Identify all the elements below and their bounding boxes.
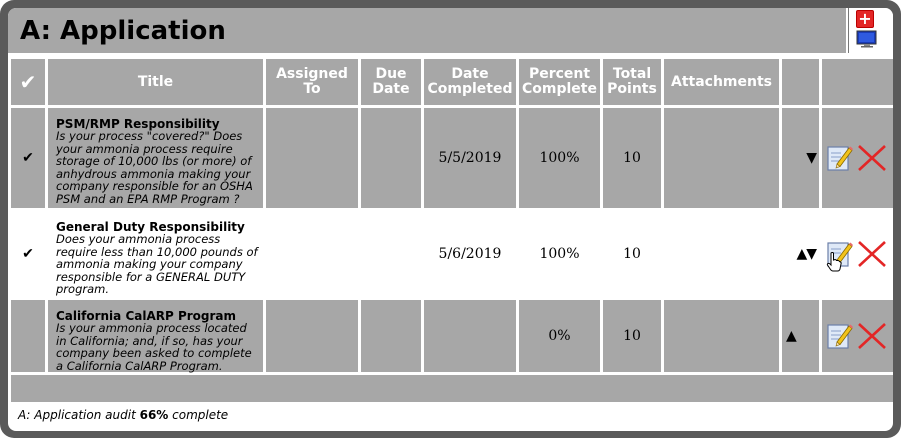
checkmark-cell bbox=[10, 299, 47, 374]
date-completed-cell: 5/6/2019 bbox=[423, 210, 518, 299]
table-row[interactable] bbox=[10, 299, 894, 374]
audit-summary-suffix: complete bbox=[168, 408, 229, 422]
assigned-to-cell bbox=[265, 299, 360, 374]
due-date-cell bbox=[360, 107, 423, 210]
audit-summary-prefix: A: Application audit bbox=[18, 408, 140, 422]
items-table bbox=[8, 56, 893, 405]
checkmark-icon: ✔ bbox=[10, 210, 47, 299]
spacer-cell bbox=[10, 374, 894, 404]
panel-title: A: Application bbox=[20, 16, 226, 46]
header-attachments[interactable]: Attachments bbox=[663, 58, 781, 107]
table-row[interactable] bbox=[10, 210, 894, 299]
row-actions bbox=[821, 210, 894, 299]
header-actions bbox=[821, 58, 894, 107]
row-actions bbox=[821, 107, 894, 210]
assigned-to-cell bbox=[265, 210, 360, 299]
delete-icon[interactable] bbox=[857, 322, 887, 350]
table-header-row bbox=[10, 58, 894, 107]
row-actions bbox=[821, 299, 894, 374]
edit-icon[interactable] bbox=[827, 144, 853, 172]
percent-complete-cell: 0% bbox=[518, 299, 602, 374]
percent-complete-cell: 100% bbox=[518, 210, 602, 299]
attachments-cell bbox=[663, 299, 781, 374]
checkmark-icon: ✔ bbox=[10, 107, 47, 210]
title-cell bbox=[47, 299, 265, 374]
header-due-date[interactable]: Due Date bbox=[360, 58, 423, 107]
hand-cursor-icon bbox=[826, 252, 842, 272]
item-description: Is your ammonia process located in California; and, if so, has your company been asked to complete a California CalARP Program. bbox=[56, 321, 252, 373]
total-points-cell: 10 bbox=[602, 107, 663, 210]
move-up-down-icon[interactable]: ▲▼ bbox=[781, 210, 821, 299]
due-date-cell bbox=[360, 299, 423, 374]
item-title[interactable]: PSM/RMP Responsibility bbox=[56, 117, 220, 131]
header-title[interactable]: Title bbox=[47, 58, 265, 107]
delete-icon[interactable] bbox=[857, 144, 887, 172]
add-icon[interactable]: + bbox=[856, 10, 874, 28]
header-date-completed[interactable]: Date Completed bbox=[423, 58, 518, 107]
move-up-icon[interactable]: ▲ bbox=[781, 299, 821, 374]
table-spacer-row bbox=[10, 374, 894, 404]
total-points-cell: 10 bbox=[602, 210, 663, 299]
item-title[interactable]: General Duty Responsibility bbox=[56, 220, 245, 234]
title-cell bbox=[47, 210, 265, 299]
item-description: Is your process "covered?" Does your ammonia process require storage of 10,000 lbs (or more) of anhydrous ammonia making your company responsible for an OSHA PSM and an EPA RMP Program ? bbox=[56, 129, 253, 206]
panel bbox=[8, 8, 893, 431]
date-completed-cell bbox=[423, 299, 518, 374]
assigned-to-cell bbox=[265, 107, 360, 210]
attachments-cell bbox=[663, 107, 781, 210]
header-check-icon: ✔ bbox=[10, 58, 47, 107]
header-percent-complete[interactable]: Percent Complete bbox=[518, 58, 602, 107]
percent-complete-cell: 100% bbox=[518, 107, 602, 210]
audit-summary bbox=[18, 408, 228, 422]
date-completed-cell: 5/5/2019 bbox=[423, 107, 518, 210]
attachments-cell bbox=[663, 210, 781, 299]
total-points-cell: 10 bbox=[602, 299, 663, 374]
item-title[interactable]: California CalARP Program bbox=[56, 309, 237, 323]
item-description: Does your ammonia process require less than 10,000 pounds of ammonia making your company responsible for a GENERAL DUTY program. bbox=[56, 232, 258, 296]
edit-button[interactable] bbox=[827, 240, 853, 268]
screen-icon[interactable] bbox=[856, 30, 878, 48]
title-cell bbox=[47, 107, 265, 210]
delete-icon[interactable] bbox=[857, 240, 887, 268]
header-move bbox=[781, 58, 821, 107]
header-assigned-to[interactable]: Assigned To bbox=[265, 58, 360, 107]
audit-percent: 66% bbox=[139, 408, 169, 422]
edit-icon[interactable] bbox=[827, 322, 853, 350]
panel-header bbox=[8, 8, 846, 53]
table-row[interactable] bbox=[10, 107, 894, 210]
move-down-icon[interactable]: ▼ bbox=[781, 107, 821, 210]
due-date-cell bbox=[360, 210, 423, 299]
header-total-points[interactable]: Total Points bbox=[602, 58, 663, 107]
